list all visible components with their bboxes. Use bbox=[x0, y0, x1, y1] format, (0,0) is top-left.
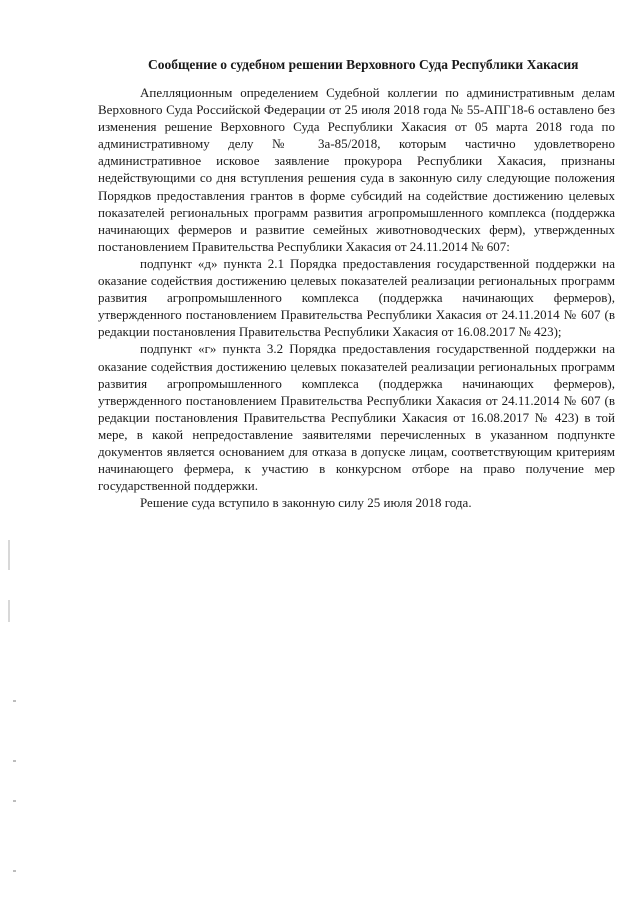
scan-margin-mark bbox=[8, 540, 10, 570]
paragraph-subclause-d: подпункт «д» пункта 2.1 Порядка предоставления государственной поддержки на оказание содействия достижению целевых показателей реализации региональных программ развития агропромышленного комплекса (поддержка начинающих фермеров), утвержденного постановлением Правительства Республики Хакасия от 24.11.2014 № 607 (в редакции постановления Правительства Республики Хакасия от 16.08.2017 № 423); bbox=[98, 255, 615, 340]
paragraph-effective-date: Решение суда вступило в законную силу 25 июля 2018 года. bbox=[140, 495, 472, 511]
scan-tick bbox=[13, 700, 16, 702]
document-body bbox=[98, 84, 615, 511]
document-title: Сообщение о судебном решении Верховного Суда Республики Хакасия bbox=[148, 57, 579, 72]
scan-margin-mark bbox=[8, 600, 10, 622]
scan-tick bbox=[13, 800, 16, 802]
paragraph-appeal-ruling: Апелляционным определением Судебной коллегии по административным делам Верховного Суда Российской Федерации от 25 июля 2018 года № 55-АПГ18-6 оставлено без изменения решение Верховного Суда Республики Хакасия от 05 марта 2018 года по административному делу № 3а-85/2018, которым частично удовлетворено административное исковое заявление прокурора Республики Хакасия, признаны недействующими со дня вступления решения суда в законную силу следующие положения Порядков предоставления грантов в форме субсидий на содействие достижению целевых показателей региональных программ развития агропромышленного комплекса (поддержка начинающих фермеров и развитие семейных животноводческих ферм), утвержденных постановлением Правительства Республики Хакасия от 24.11.2014 № 607: bbox=[98, 85, 615, 254]
paragraph-subclause-g: подпункт «г» пункта 3.2 Порядка предоставления государственной поддержки на оказание содействия достижению целевых показателей реализации региональных программ развития агропромышленного комплекса (поддержка начинающих фермеров), утвержденного постановлением Правительства Республики Хакасия от 24.11.2014 № 607 (в редакции постановления Правительства Республики Хакасия от 16.08.2017 № 423) в той мере, в какой непредоставление заявителями перечисленных в указанном подпункте документов является основанием для отказа в допуске лицам, соответствующим критериям начинающего фермера, к участию в конкурсном отборе на право получение мер государственной поддержки. bbox=[98, 341, 615, 494]
scan-tick bbox=[13, 760, 16, 762]
scan-tick bbox=[13, 870, 16, 872]
